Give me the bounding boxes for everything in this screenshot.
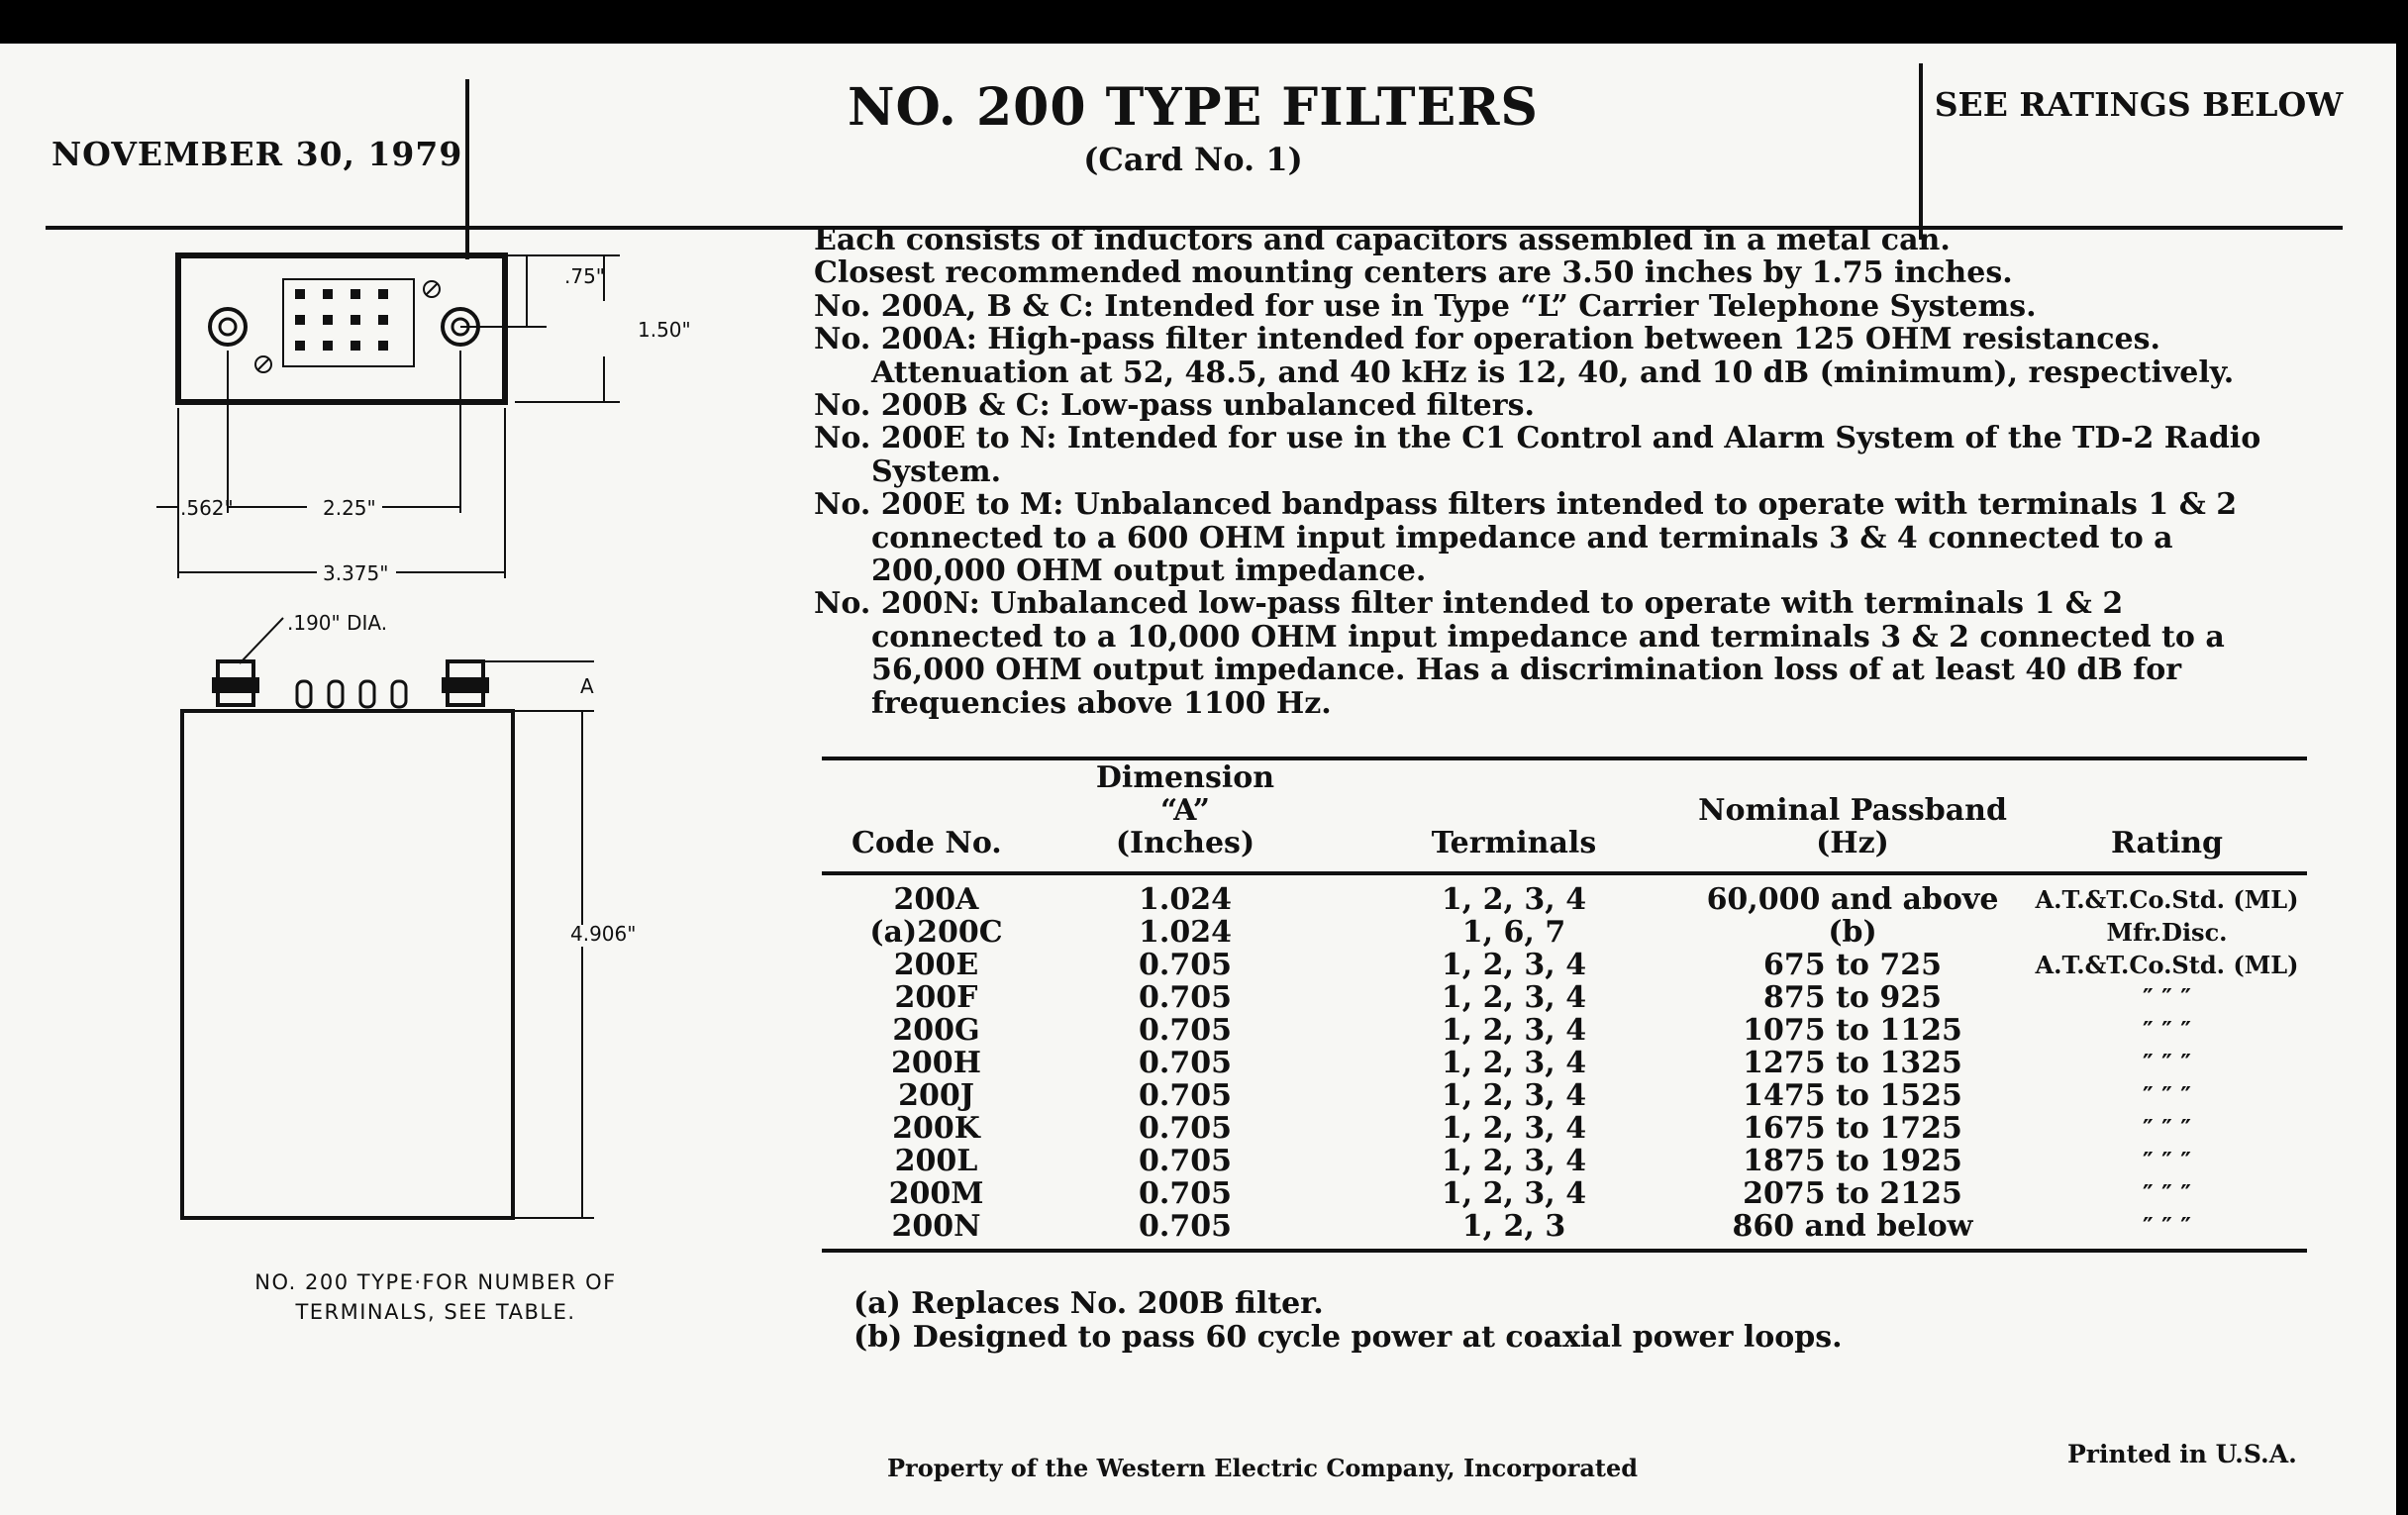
cell-terminals: 1, 2, 3, 4 [1441,1013,1587,1048]
index-card [0,44,2396,1515]
cell-rating: ″ ″ ″ [2143,1114,2191,1143]
dim-a-label: A [580,674,594,698]
cell-code: (a)200C [869,915,1003,950]
cell-dimension: 0.705 [1139,1144,1232,1178]
cell-code: 200A [893,882,979,917]
cell-terminals: 1, 2, 3, 4 [1441,1078,1587,1113]
desc-paragraph: Each consists of inductors and capacitors assembled in a metal can. [814,223,1951,257]
cell-passband: (b) [1828,915,1877,950]
cell-code: 200K [892,1111,980,1146]
desc-paragraph: No. 200E to N: Intended for use in the C1 Control and Alarm System of the TD-2 Radio System. [814,421,2261,489]
header-dimension [1021,760,1350,869]
card-number: (Card No. 1) [1083,141,1303,178]
ratings-note: SEE RATINGS BELOW [1934,85,2344,124]
table-row [822,916,2307,949]
table-row [822,1210,2307,1243]
cell-terminals: 1, 2, 3, 4 [1441,1046,1587,1080]
header-terminals: Terminals [1431,826,1597,860]
cell-dimension: 0.705 [1139,1078,1232,1113]
cell-dimension: 0.705 [1139,948,1232,982]
filter-dimension-drawing [139,242,733,1242]
cell-terminals: 1, 2, 3, 4 [1441,1176,1587,1211]
cell-terminals: 1, 2, 3 [1461,1209,1566,1244]
table-row [822,1047,2307,1079]
cell-terminals: 1, 2, 3, 4 [1441,882,1587,917]
header-rating: Rating [2110,826,2224,860]
table-row [822,883,2307,916]
cell-code: 200M [888,1176,984,1211]
cell-rating: A.T.&T.Co.Std. (ML) [2035,885,2299,914]
dim-150-label: 1.50" [638,318,691,342]
drawing-caption [178,1267,693,1327]
cell-passband: 675 to 725 [1763,948,1942,982]
cell-code: 200E [893,948,979,982]
screw-right-icon [424,281,440,297]
table-row [822,1079,2307,1112]
caption-line-2: TERMINALS, SEE TABLE. [295,1300,576,1324]
screw-left-icon [255,356,271,372]
cell-rating: ″ ″ ″ [2143,1016,2191,1045]
cell-passband: 60,000 and above [1706,882,1999,917]
cell-terminals: 1, 2, 3, 4 [1441,948,1587,982]
header-passband [1678,760,2027,869]
cell-passband: 1675 to 1725 [1743,1111,1962,1146]
cell-passband: 2075 to 2125 [1743,1176,1962,1211]
cell-rating: ″ ″ ″ [2143,1212,2191,1241]
cell-rating: ″ ″ ″ [2143,1049,2191,1077]
cell-code: 200J [898,1078,974,1113]
table-row [822,981,2307,1014]
cell-code: 200N [891,1209,981,1244]
table-row [822,1014,2307,1047]
property-notice: Property of the Western Electric Company, Incorporated [887,1454,1639,1482]
desc-paragraph: No. 200E to M: Unbalanced bandpass filters intended to operate with terminals 1 & 2 connected to a 600 OHM input impedance and terminals 3 & 4 connected to a 200,000 OHM output impedance. [814,487,2238,589]
page-title: NO. 200 TYPE FILTERS [848,77,1539,138]
cell-rating: ″ ″ ″ [2143,1147,2191,1175]
cell-terminals: 1, 2, 3, 4 [1441,1111,1587,1146]
dim-0562-label: .562" [180,496,234,520]
cell-rating: ″ ″ ″ [2143,1081,2191,1110]
cell-dimension: 0.705 [1139,980,1232,1015]
dim-4906-label: 4.906" [570,922,637,946]
caption-line-1: NO. 200 TYPE·FOR NUMBER OF [254,1270,617,1294]
footnote-b: (b) Designed to pass 60 cycle power at coaxial power loops. [853,1320,1843,1355]
cell-rating: A.T.&T.Co.Std. (ML) [2035,951,2299,979]
table-row [822,949,2307,981]
footnotes [853,1287,1843,1355]
desc-paragraph: Closest recommended mounting centers are 3.50 inches by 1.75 inches. [814,255,2013,291]
cell-code: 200G [892,1013,980,1048]
cell-passband: 1875 to 1925 [1743,1144,1962,1178]
cell-terminals: 1, 6, 7 [1461,915,1566,950]
dim-075-label: .75" [564,264,606,288]
table-row [822,1177,2307,1210]
cell-dimension: 1.024 [1139,882,1232,917]
table-body [822,883,2307,1243]
cell-terminals: 1, 2, 3, 4 [1441,980,1587,1015]
filter-table [822,760,2307,1253]
cell-code: 200L [894,1144,978,1178]
table-header-rule [822,871,2307,875]
cell-dimension: 0.705 [1139,1176,1232,1211]
dim-225-label: 2.25" [323,496,376,520]
cell-passband: 860 and below [1732,1209,1973,1244]
printed-notice: Printed in U.S.A. [2067,1440,2297,1468]
header-divider-right [1919,63,1923,240]
table-row [822,1145,2307,1177]
cell-passband: 875 to 925 [1763,980,1942,1015]
header-dimension-l2: “A” [1159,793,1211,828]
cell-dimension: 0.705 [1139,1209,1232,1244]
cell-passband: 1475 to 1525 [1743,1078,1962,1113]
desc-paragraph: No. 200A, B & C: Intended for use in Type “L” Carrier Telephone Systems. [814,288,2037,324]
header-passband-l1: Nominal Passband [1698,793,2007,828]
cell-terminals: 1, 2, 3, 4 [1441,1144,1587,1178]
cell-dimension: 0.705 [1139,1046,1232,1080]
dim-3375-label: 3.375" [323,561,389,585]
dim-dia-label: .190" DIA. [287,611,388,635]
mounting-stud-left-icon [210,309,246,345]
header-dimension-l3: (Inches) [1115,826,1255,860]
description [814,224,2299,720]
desc-paragraph: No. 200B & C: Low-pass unbalanced filters. [814,388,1535,424]
card-date: NOVEMBER 30, 1979 [51,135,463,173]
cell-code: 200F [894,980,978,1015]
header-passband-l2: (Hz) [1816,826,1889,860]
footnote-a: (a) Replaces No. 200B filter. [853,1286,1324,1321]
cell-rating: Mfr.Disc. [2106,918,2228,947]
cell-passband: 1275 to 1325 [1743,1046,1962,1080]
cell-rating: ″ ″ ″ [2143,1179,2191,1208]
cell-passband: 1075 to 1125 [1743,1013,1962,1048]
table-row [822,1112,2307,1145]
desc-paragraph: No. 200N: Unbalanced low-pass filter intended to operate with terminals 1 & 2 connected to a 10,000 OHM input impedance and terminals 3 & 2 connected to a 56,000 OHM output impedance. Has a discrimination loss of at least 40 dB for frequencies above 1100 Hz. [814,586,2225,721]
cell-rating: ″ ″ ″ [2143,983,2191,1012]
desc-paragraph: No. 200A: High-pass filter intended for operation between 125 OHM resistances. Attenuation at 52, 48.5, and 40 kHz is 12, 40, and 10 dB (minimum), respectively. [814,322,2235,390]
can-side-view [182,711,513,1218]
cell-dimension: 0.705 [1139,1111,1232,1146]
solder-lugs [297,681,406,707]
header-divider-left [465,79,469,259]
cell-dimension: 0.705 [1139,1013,1232,1048]
header-code: Code No. [852,826,1002,860]
table-header-row [822,760,2307,869]
cell-dimension: 1.024 [1139,915,1232,950]
terminal-marks [295,289,388,351]
table-bottom-rule [822,1249,2307,1253]
header-dimension-l1: Dimension [1095,760,1275,795]
cell-code: 200H [891,1046,981,1080]
